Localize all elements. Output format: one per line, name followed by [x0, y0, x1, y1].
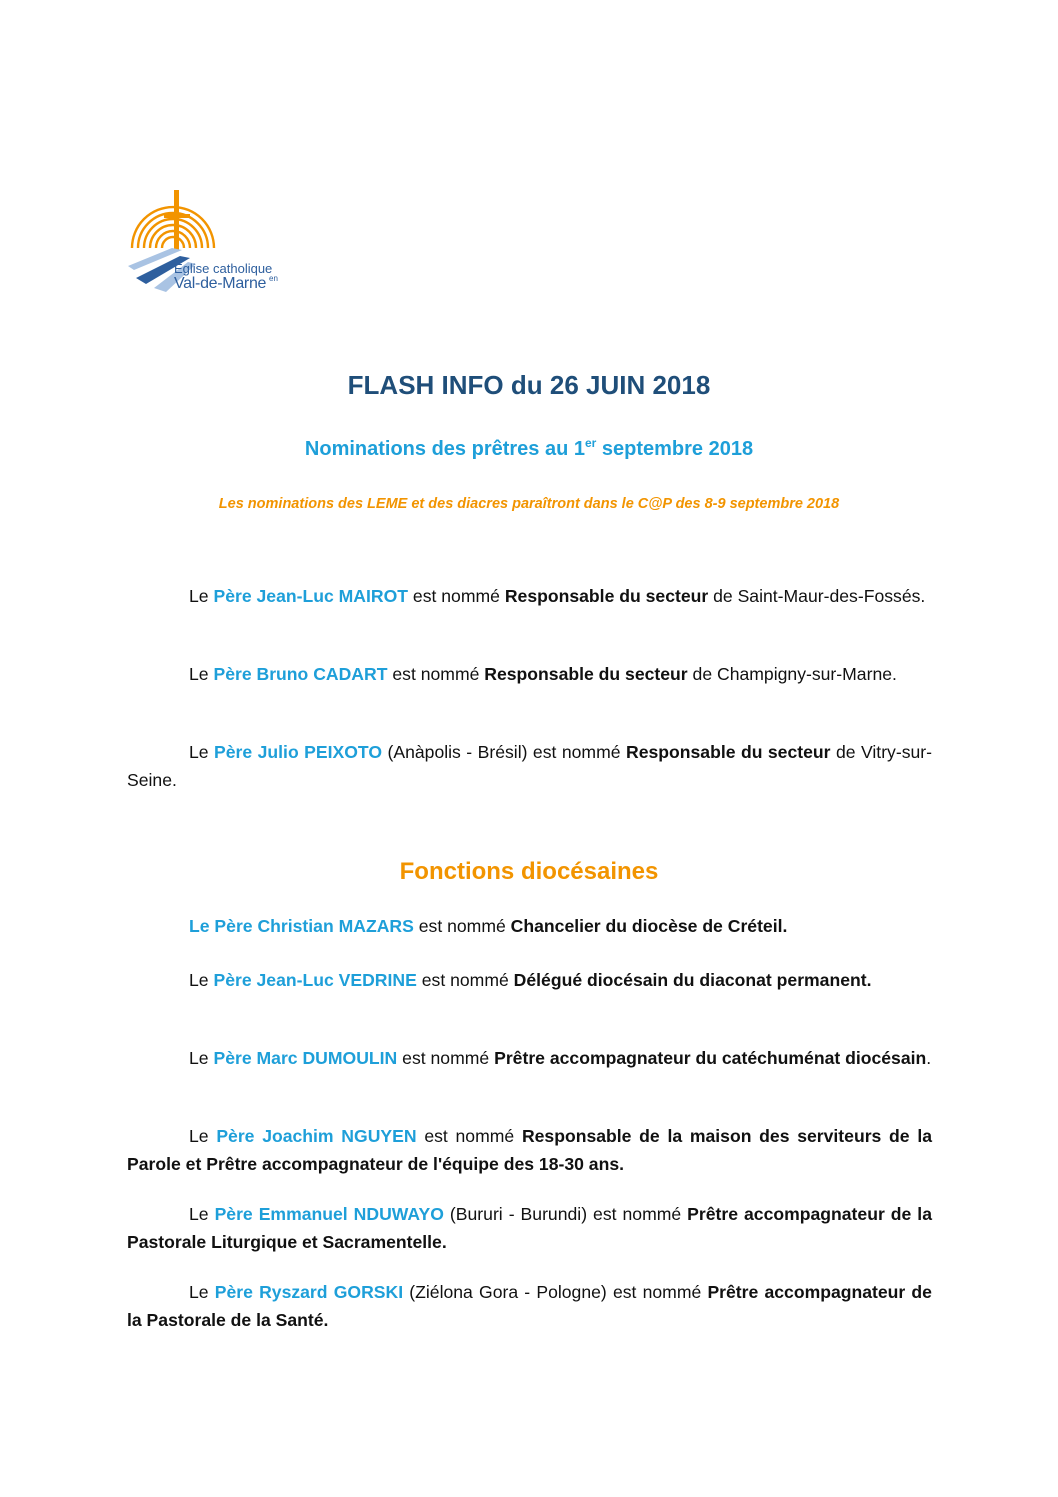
nomination-location: de Saint-Maur-des-Fossés.: [708, 586, 926, 606]
nomination-connector: (Bururi - Burundi) est nommé: [443, 1204, 688, 1224]
announcement-note: Les nominations des LEME et des diacres paraîtront dans le C@P des 8-9 septembre 2018: [218, 496, 840, 512]
subtitle-text: Nominations des prêtres au 1: [304, 438, 585, 460]
page-title: FLASH INFO du 26 JUIN 2018: [347, 370, 711, 400]
function-paragraph: [127, 1122, 932, 1178]
function-paragraph: [127, 912, 932, 940]
priest-name: Père Joachim NGUYEN: [216, 1126, 417, 1146]
priest-name: Père Jean-Luc VEDRINE: [213, 970, 417, 990]
nomination-role: Responsable du secteur: [625, 742, 831, 762]
function-paragraph: [127, 966, 932, 994]
nomination-role: Prêtre accompagnateur de la Pastorale Liturgique et Sacramentelle.: [127, 1204, 932, 1252]
logo-text-line1: Eglise catholique: [174, 261, 273, 276]
nomination-prefix: Le: [189, 586, 214, 606]
nomination-role: Prêtre accompagnateur du catéchuménat diocésain: [494, 1048, 927, 1068]
nomination-role: Responsable de la maison des serviteurs de la Parole et Prêtre accompagnateur de l'équipe des 18-30 ans.: [127, 1126, 932, 1174]
priest-name: Père Jean-Luc MAIROT: [213, 586, 409, 606]
nomination-connector: est nommé: [408, 586, 505, 606]
nomination-prefix: Le: [189, 1126, 217, 1146]
nomination-paragraph: [127, 738, 932, 794]
nomination-prefix: Le: [189, 1282, 215, 1302]
nomination-location: de Vitry-sur-Seine.: [127, 742, 933, 790]
nomination-connector: est nommé: [413, 916, 511, 936]
logo-text-en: en: [269, 274, 278, 283]
nomination-prefix: Le: [189, 1204, 215, 1224]
nomination-prefix: Le: [189, 970, 214, 990]
priest-name: Le Père Christian MAZARS: [189, 916, 414, 936]
nomination-connector: est nommé: [387, 664, 485, 684]
nomination-role: Responsable du secteur: [484, 664, 688, 684]
nomination-role: Responsable du secteur: [504, 586, 709, 606]
nomination-prefix: Le: [189, 742, 215, 762]
section-heading: Fonctions diocésaines: [399, 858, 659, 885]
nomination-location: de Champigny-sur-Marne.: [687, 664, 897, 684]
nomination-role: Délégué diocésain du diaconat permanent.: [513, 970, 872, 990]
nomination-paragraph: [127, 660, 932, 688]
function-paragraph: [127, 1278, 932, 1334]
subtitle-superscript: er: [584, 436, 597, 450]
priest-name: Père Marc DUMOULIN: [213, 1048, 398, 1068]
priest-name: Père Julio PEIXOTO: [214, 742, 383, 762]
priest-name: Père Emmanuel NDUWAYO: [214, 1204, 444, 1224]
priest-name: Père Bruno CADART: [213, 664, 388, 684]
nomination-connector: (Anàpolis - Brésil) est nommé: [382, 742, 626, 762]
page-subtitle: [0, 436, 1058, 461]
nomination-role: Prêtre accompagnateur de la Pastorale de la Santé.: [127, 1282, 932, 1330]
nomination-paragraph: [127, 582, 932, 610]
nomination-connector: est nommé: [397, 1048, 495, 1068]
function-paragraph: [127, 1044, 932, 1072]
nomination-connector: (Ziélona Gora - Pologne) est nommé: [403, 1282, 708, 1302]
priest-name: Père Ryszard GORSKI: [214, 1282, 404, 1302]
nomination-prefix: Le: [189, 1048, 214, 1068]
nomination-tail: .: [926, 1048, 932, 1068]
function-paragraph: [127, 1200, 932, 1256]
diocese-logo: [124, 186, 314, 298]
subtitle-date: septembre 2018: [596, 438, 754, 460]
nomination-prefix: Le: [189, 664, 214, 684]
nomination-connector: est nommé: [416, 970, 514, 990]
nomination-role: Chancelier du diocèse de Créteil.: [510, 916, 788, 936]
logo-text-line2: Val-de-Marne: [174, 275, 267, 292]
nomination-connector: est nommé: [416, 1126, 522, 1146]
